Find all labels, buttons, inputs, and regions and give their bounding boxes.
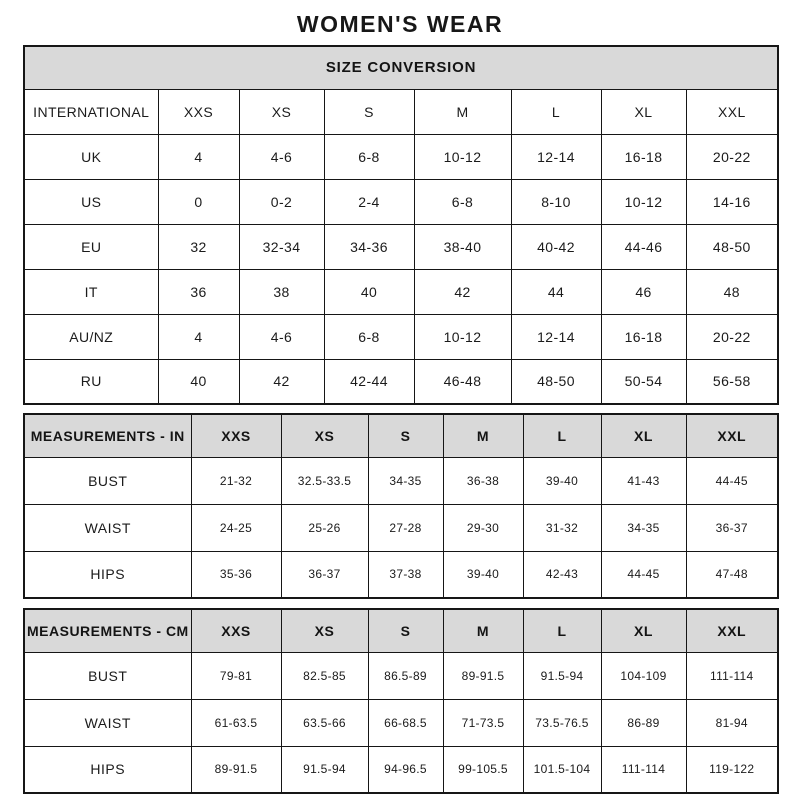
size-cell: 12-14 xyxy=(511,134,601,179)
measurement-cell: 94-96.5 xyxy=(368,746,443,793)
size-header-s: S xyxy=(368,609,443,652)
size-cell: 42-44 xyxy=(324,359,414,404)
measurements-in-heading: MEASUREMENTS - IN xyxy=(24,414,191,457)
size-cell: 40 xyxy=(324,269,414,314)
measurement-cell: 73.5-76.5 xyxy=(523,699,601,746)
table-row-hips-cm xyxy=(24,746,778,793)
table-row-uk xyxy=(24,134,778,179)
measurement-cell: 66-68.5 xyxy=(368,699,443,746)
measurement-cell: 37-38 xyxy=(368,551,443,598)
measurement-cell: 89-91.5 xyxy=(443,652,523,699)
row-label-hips: HIPS xyxy=(24,551,191,598)
measurement-cell: 39-40 xyxy=(443,551,523,598)
measurement-cell: 101.5-104 xyxy=(523,746,601,793)
measurement-cell: 44-45 xyxy=(601,551,686,598)
measurement-cell: 63.5-66 xyxy=(281,699,368,746)
row-label-waist: WAIST xyxy=(24,504,191,551)
measurement-cell: 79-81 xyxy=(191,652,281,699)
measurement-cell: 27-28 xyxy=(368,504,443,551)
column-header-xxs: XXS xyxy=(158,89,239,134)
measurement-cell: 36-37 xyxy=(686,504,778,551)
column-header-m: M xyxy=(414,89,511,134)
size-cell: 38-40 xyxy=(414,224,511,269)
size-cell: 42 xyxy=(239,359,324,404)
size-cell: 2-4 xyxy=(324,179,414,224)
size-header-xxs: XXS xyxy=(191,414,281,457)
measurement-cell: 41-43 xyxy=(601,457,686,504)
size-conversion-heading: SIZE CONVERSION xyxy=(24,46,778,89)
measurement-cell: 91.5-94 xyxy=(281,746,368,793)
measurement-cell: 35-36 xyxy=(191,551,281,598)
size-cell: 36 xyxy=(158,269,239,314)
row-label-ru: RU xyxy=(24,359,158,404)
size-cell: 48-50 xyxy=(511,359,601,404)
table-band-row xyxy=(24,46,778,89)
size-header-xxl: XXL xyxy=(686,414,778,457)
size-header-l: L xyxy=(523,609,601,652)
measurement-cell: 34-35 xyxy=(601,504,686,551)
size-cell: 6-8 xyxy=(324,314,414,359)
size-header-xxl: XXL xyxy=(686,609,778,652)
measurement-cell: 31-32 xyxy=(523,504,601,551)
measurement-cell: 24-25 xyxy=(191,504,281,551)
table-row-us xyxy=(24,179,778,224)
table-row-ru xyxy=(24,359,778,404)
measurement-cell: 111-114 xyxy=(686,652,778,699)
size-header-m: M xyxy=(443,609,523,652)
size-cell: 4-6 xyxy=(239,134,324,179)
size-cell: 20-22 xyxy=(686,314,778,359)
measurement-cell: 34-35 xyxy=(368,457,443,504)
measurements-in-header-row xyxy=(24,414,778,457)
size-cell: 40-42 xyxy=(511,224,601,269)
size-cell: 0-2 xyxy=(239,179,324,224)
size-cell: 38 xyxy=(239,269,324,314)
measurement-cell: 47-48 xyxy=(686,551,778,598)
measurement-cell: 61-63.5 xyxy=(191,699,281,746)
measurement-cell: 36-37 xyxy=(281,551,368,598)
size-header-xl: XL xyxy=(601,609,686,652)
table-row-eu xyxy=(24,224,778,269)
size-cell: 34-36 xyxy=(324,224,414,269)
table-row-waist-cm xyxy=(24,699,778,746)
size-header-l: L xyxy=(523,414,601,457)
size-cell: 6-8 xyxy=(414,179,511,224)
measurement-cell: 44-45 xyxy=(686,457,778,504)
table-row-hips-in xyxy=(24,551,778,598)
size-cell: 16-18 xyxy=(601,314,686,359)
page-title: WOMEN'S WEAR xyxy=(296,11,504,37)
size-cell: 6-8 xyxy=(324,134,414,179)
size-cell: 48 xyxy=(686,269,778,314)
column-header-xs: XS xyxy=(239,89,324,134)
table-row-waist-in xyxy=(24,504,778,551)
size-cell: 46 xyxy=(601,269,686,314)
measurement-cell: 39-40 xyxy=(523,457,601,504)
measurement-cell: 119-122 xyxy=(686,746,778,793)
column-header-xxl: XXL xyxy=(686,89,778,134)
size-cell: 32 xyxy=(158,224,239,269)
size-cell: 48-50 xyxy=(686,224,778,269)
row-label-waist: WAIST xyxy=(24,699,191,746)
size-cell: 16-18 xyxy=(601,134,686,179)
measurement-cell: 91.5-94 xyxy=(523,652,601,699)
size-cell: 12-14 xyxy=(511,314,601,359)
measurement-cell: 86-89 xyxy=(601,699,686,746)
measurement-cell: 81-94 xyxy=(686,699,778,746)
size-cell: 46-48 xyxy=(414,359,511,404)
row-label-hips: HIPS xyxy=(24,746,191,793)
column-header-xl: XL xyxy=(601,89,686,134)
table-row-bust-in xyxy=(24,457,778,504)
size-cell: 10-12 xyxy=(414,314,511,359)
size-cell: 32-34 xyxy=(239,224,324,269)
measurements-cm-header-row xyxy=(24,609,778,652)
table-row-bust-cm xyxy=(24,652,778,699)
size-header-xxs: XXS xyxy=(191,609,281,652)
column-header-l: L xyxy=(511,89,601,134)
column-header-row xyxy=(24,89,778,134)
measurement-cell: 42-43 xyxy=(523,551,601,598)
size-cell: 50-54 xyxy=(601,359,686,404)
row-label-bust: BUST xyxy=(24,457,191,504)
size-cell: 4 xyxy=(158,314,239,359)
size-conversion-table xyxy=(23,45,779,405)
row-label-eu: EU xyxy=(24,224,158,269)
measurements-cm-table xyxy=(23,608,779,794)
size-cell: 8-10 xyxy=(511,179,601,224)
column-header-s: S xyxy=(324,89,414,134)
measurements-cm-heading: MEASUREMENTS - CM xyxy=(24,609,191,652)
size-cell: 20-22 xyxy=(686,134,778,179)
table-row-it xyxy=(24,269,778,314)
measurement-cell: 71-73.5 xyxy=(443,699,523,746)
row-label-bust: BUST xyxy=(24,652,191,699)
measurement-cell: 82.5-85 xyxy=(281,652,368,699)
measurement-cell: 99-105.5 xyxy=(443,746,523,793)
measurement-cell: 104-109 xyxy=(601,652,686,699)
size-cell: 4 xyxy=(158,134,239,179)
size-cell: 40 xyxy=(158,359,239,404)
size-header-xl: XL xyxy=(601,414,686,457)
column-header-international: INTERNATIONAL xyxy=(24,89,158,134)
size-cell: 4-6 xyxy=(239,314,324,359)
row-label-us: US xyxy=(24,179,158,224)
table-row-aunz xyxy=(24,314,778,359)
size-cell: 42 xyxy=(414,269,511,314)
size-header-xs: XS xyxy=(281,609,368,652)
measurement-cell: 25-26 xyxy=(281,504,368,551)
size-header-xs: XS xyxy=(281,414,368,457)
measurement-cell: 36-38 xyxy=(443,457,523,504)
size-cell: 10-12 xyxy=(414,134,511,179)
measurement-cell: 21-32 xyxy=(191,457,281,504)
measurement-cell: 32.5-33.5 xyxy=(281,457,368,504)
size-cell: 10-12 xyxy=(601,179,686,224)
measurement-cell: 29-30 xyxy=(443,504,523,551)
size-cell: 14-16 xyxy=(686,179,778,224)
size-cell: 44-46 xyxy=(601,224,686,269)
measurement-cell: 89-91.5 xyxy=(191,746,281,793)
size-header-s: S xyxy=(368,414,443,457)
row-label-uk: UK xyxy=(24,134,158,179)
row-label-it: IT xyxy=(24,269,158,314)
size-cell: 44 xyxy=(511,269,601,314)
size-cell: 56-58 xyxy=(686,359,778,404)
measurements-in-table xyxy=(23,413,779,599)
measurement-cell: 111-114 xyxy=(601,746,686,793)
measurement-cell: 86.5-89 xyxy=(368,652,443,699)
row-label-aunz: AU/NZ xyxy=(24,314,158,359)
size-cell: 0 xyxy=(158,179,239,224)
size-header-m: M xyxy=(443,414,523,457)
